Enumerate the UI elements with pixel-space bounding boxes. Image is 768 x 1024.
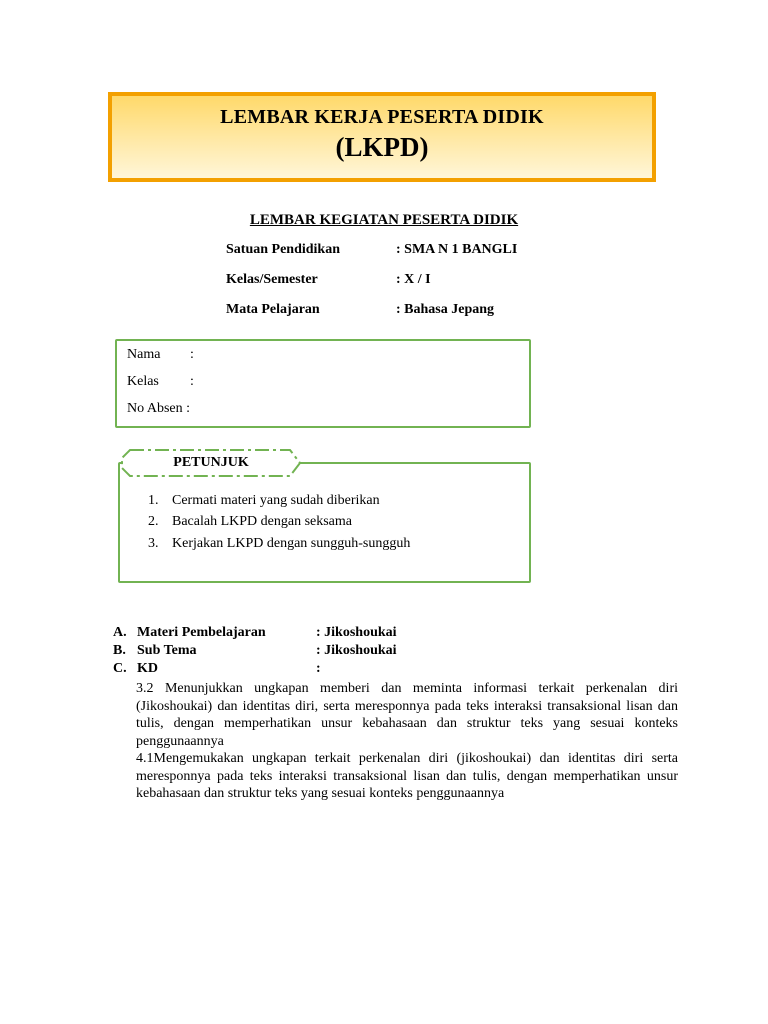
document-title-abbreviation: (LKPD) [335, 132, 429, 162]
info-value: : SMA N 1 BANGLI [396, 242, 518, 257]
section-value: : Jikoshoukai [316, 643, 397, 658]
section-letter: B. [113, 643, 126, 658]
step-number: 1. [148, 493, 159, 508]
kelas-field[interactable] [127, 374, 194, 390]
section-letter: C. [113, 661, 127, 676]
nama-label: Nama [127, 347, 161, 362]
nama-field[interactable] [127, 347, 194, 363]
no-absen-field[interactable] [127, 401, 190, 417]
step-number: 2. [148, 514, 159, 529]
info-label: Satuan Pendidikan [226, 242, 340, 257]
section-value: : [316, 661, 321, 676]
step-text: Bacalah LKPD dengan seksama [172, 514, 352, 529]
section-letter: A. [113, 625, 127, 640]
info-value: : X / I [396, 272, 431, 287]
kelas-label: Kelas [127, 374, 159, 389]
identity-box [115, 339, 531, 428]
section-label: KD [137, 661, 158, 676]
info-value: : Bahasa Jepang [396, 302, 495, 317]
info-label: Kelas/Semester [226, 272, 318, 287]
kd-3-2-paragraph: 3.2 Menunjukkan ungkapan memberi dan meminta informasi terkait perkenalan diri (Jikoshoukai) dan identitas diri, serta meresponnya pada teks interaksi transaksional lisan dan tulis, dengan memperhatikan unsur kebahasaan dan struktur teks yang sesuai konteks penggunaannya [136, 681, 678, 749]
sub-heading: LEMBAR KEGIATAN PESERTA DIDIK [249, 212, 519, 228]
nama-colon: : [190, 347, 194, 362]
info-label: Mata Pelajaran [226, 302, 320, 317]
step-number: 3. [148, 536, 159, 551]
section-label: Materi Pembelajaran [137, 625, 266, 640]
petunjuk-title: PETUNJUK [173, 455, 249, 470]
no-absen-label: No Absen : [127, 401, 190, 416]
step-text: Cermati materi yang sudah diberikan [172, 493, 380, 508]
list-item [148, 514, 352, 530]
list-item [148, 536, 410, 552]
section-value: : Jikoshoukai [316, 625, 397, 640]
kd-4-1-paragraph: 4.1Mengemukakan ungkapan terkait perkenalan diri (jikoshoukai) dan identitas diri serta meresponnya pada teks interaksi transaksional lisan dan tulis, dengan memperhatikan unsur kebahasaan dan struktur teks yang sesuai konteks penggunaannya [136, 751, 678, 801]
list-item [148, 493, 380, 509]
section-label: Sub Tema [137, 643, 197, 658]
kelas-colon: : [190, 374, 194, 389]
title-box [108, 92, 656, 182]
document-title: LEMBAR KERJA PESERTA DIDIK [220, 106, 544, 128]
step-text: Kerjakan LKPD dengan sungguh-sungguh [172, 536, 411, 551]
